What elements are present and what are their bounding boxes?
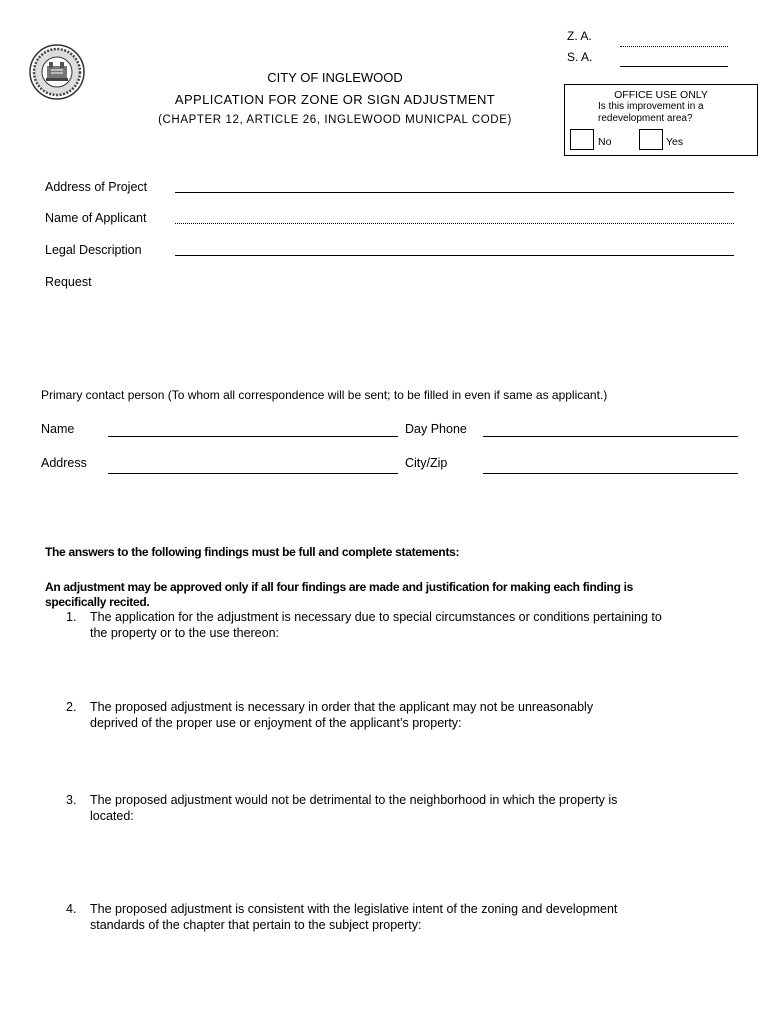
finding-item-3 (66, 792, 716, 824)
city-name: CITY OF INGLEWOOD (267, 70, 403, 85)
office-use-title: OFFICE USE ONLY (614, 89, 708, 101)
contact-address-field[interactable] (108, 473, 398, 474)
page-title: APPLICATION FOR ZONE OR SIGN ADJUSTMENT (174, 92, 496, 107)
city-zip-field[interactable] (483, 473, 738, 474)
finding-item-1 (66, 609, 716, 641)
address-of-project-field[interactable] (175, 192, 734, 193)
findings-rule-line-1: An adjustment may be approved only if all four findings are made and justification for making each finding is (45, 580, 634, 594)
office-use-box (564, 84, 758, 156)
finding-text-line-2: the property or to the use thereon: (90, 626, 280, 640)
no-label: No (598, 136, 612, 148)
finding-number: 1. (66, 610, 77, 624)
office-use-question-2: redevelopment area? (598, 113, 693, 124)
finding-number: 3. (66, 793, 77, 807)
yes-checkbox[interactable] (639, 129, 663, 150)
finding-text-line-2: located: (90, 809, 134, 823)
no-checkbox[interactable] (570, 129, 594, 150)
findings-intro: The answers to the following findings must be full and complete statements: (45, 545, 460, 559)
page-subtitle: (CHAPTER 12, ARTICLE 26, INGLEWOOD MUNICPAL CODE) (158, 114, 512, 126)
day-phone-field[interactable] (483, 436, 738, 437)
city-seal-icon (29, 44, 85, 100)
contact-address-label: Address (41, 456, 87, 470)
finding-text-line-1: The proposed adjustment is consistent with the legislative intent of the zoning and development (90, 902, 618, 916)
contact-name-label: Name (41, 422, 75, 436)
primary-contact-intro: Primary contact person (To whom all correspondence will be sent; to be filled in even if same as applicant.) (41, 388, 608, 402)
za-field[interactable] (620, 46, 728, 47)
za-label: Z. A. (567, 29, 592, 43)
finding-number: 2. (66, 700, 77, 714)
contact-name-field[interactable] (108, 436, 398, 437)
finding-number: 4. (66, 902, 77, 916)
yes-label: Yes (666, 136, 684, 148)
city-zip-label: City/Zip (405, 456, 448, 470)
finding-3-answer[interactable] (90, 828, 730, 893)
request-field[interactable] (45, 292, 735, 372)
finding-item-2 (66, 699, 716, 731)
finding-item-4 (66, 901, 716, 933)
office-use-question-1: Is this improvement in a (598, 101, 704, 112)
legal-description-label: Legal Description (45, 243, 142, 257)
finding-1-answer[interactable] (90, 645, 730, 690)
request-label: Request (45, 275, 92, 289)
name-of-applicant-label: Name of Applicant (45, 211, 147, 225)
findings-rule-line-2: specifically recited. (45, 595, 150, 609)
sa-label: S. A. (567, 50, 593, 64)
sa-field[interactable] (620, 66, 728, 67)
finding-text-line-1: The proposed adjustment is necessary in order that the applicant may not be unreasonably (90, 700, 594, 714)
finding-text-line-1: The proposed adjustment would not be detrimental to the neighborhood in which the property is (90, 793, 618, 807)
day-phone-label: Day Phone (405, 422, 467, 436)
finding-text-line-1: The application for the adjustment is necessary due to special circumstances or conditions pertaining to (90, 610, 662, 624)
name-of-applicant-field[interactable] (175, 223, 734, 224)
legal-description-field[interactable] (175, 255, 734, 256)
finding-2-answer[interactable] (90, 735, 730, 790)
finding-4-answer[interactable] (90, 937, 730, 1007)
address-of-project-label: Address of Project (45, 180, 148, 194)
finding-text-line-2: deprived of the proper use or enjoyment of the applicant’s property: (90, 716, 462, 730)
finding-text-line-2: standards of the chapter that pertain to the subject property: (90, 918, 422, 932)
